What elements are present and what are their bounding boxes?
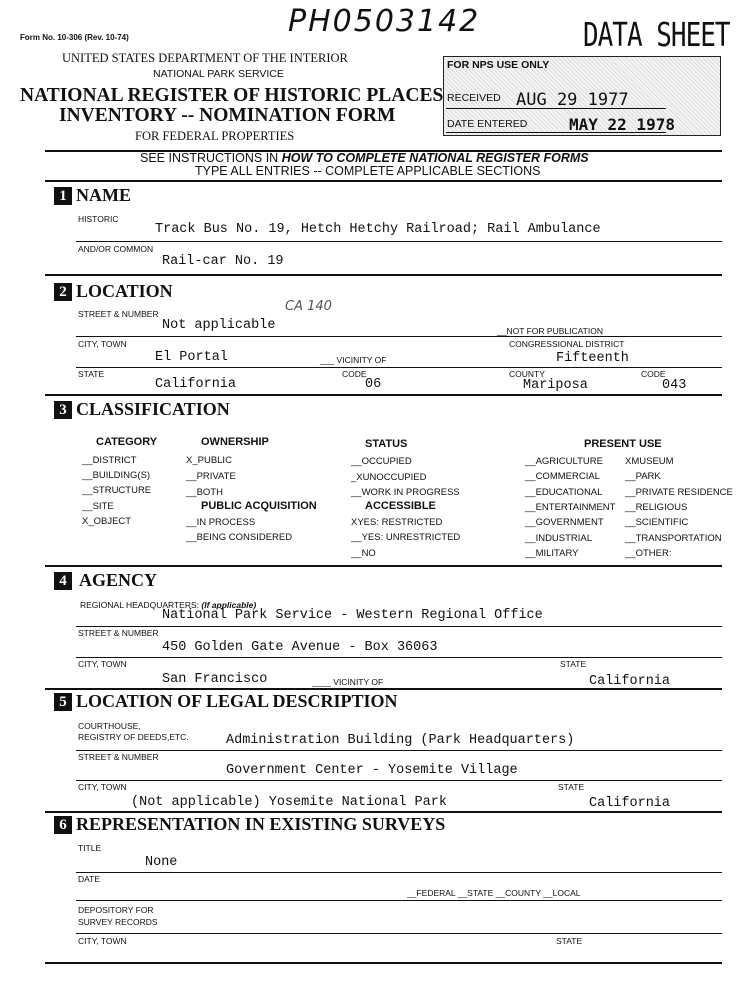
status-header: STATUS xyxy=(365,438,408,450)
street-value[interactable]: Not applicable xyxy=(162,318,276,333)
section2-rule xyxy=(45,394,722,396)
section3-title: CLASSIFICATION xyxy=(76,399,230,419)
section1-title: NAME xyxy=(76,185,131,205)
survey-date-label: DATE xyxy=(78,874,101,884)
county-value[interactable]: Mariposa xyxy=(523,378,588,393)
data-sheet-stamp: DATA SHEET xyxy=(583,17,730,55)
agency-state-label: STATE xyxy=(560,659,587,669)
regional-line xyxy=(76,626,722,627)
received-line xyxy=(446,108,666,109)
use-military[interactable]: __MILITARY xyxy=(525,548,579,559)
historic-line xyxy=(76,241,722,242)
code-label: CODE xyxy=(342,369,367,379)
category-structure[interactable]: __STRUCTURE xyxy=(82,485,152,496)
use-religious[interactable]: __RELIGIOUS xyxy=(625,502,688,513)
agency-city-value[interactable]: San Francisco xyxy=(162,672,268,687)
district-value[interactable]: Fifteenth xyxy=(556,351,629,366)
use-private-residence[interactable]: __PRIVATE RESIDENCE xyxy=(625,487,733,498)
ownership-header: OWNERSHIP xyxy=(201,436,269,448)
state-value[interactable]: California xyxy=(155,377,237,392)
acquisition-header: PUBLIC ACQUISITION xyxy=(201,500,317,512)
accessible-unrestricted[interactable]: __YES: UNRESTRICTED xyxy=(351,532,461,543)
state-code-value[interactable]: 06 xyxy=(365,377,382,392)
service-name: NATIONAL PARK SERVICE xyxy=(153,68,284,80)
county-code-label: CODE xyxy=(641,369,666,379)
acquisition-being-considered[interactable]: __BEING CONSIDERED xyxy=(186,532,293,543)
acquisition-in-process[interactable]: __IN PROCESS xyxy=(186,517,256,528)
use-agriculture[interactable]: __AGRICULTURE xyxy=(525,456,603,467)
vicinity-of[interactable]: ___ VICINITY OF xyxy=(320,355,387,365)
survey-levels[interactable]: __FEDERAL __STATE __COUNTY __LOCAL xyxy=(407,888,581,898)
instructions-line1 xyxy=(140,151,589,165)
nps-use-box xyxy=(443,56,721,136)
regional-label-text: REGIONAL HEADQUARTERS: xyxy=(80,600,200,610)
use-commercial[interactable]: __COMMERCIAL xyxy=(525,471,600,482)
ownership-public[interactable]: X_PUBLIC xyxy=(186,455,232,466)
accessible-restricted[interactable]: XYES: RESTRICTED xyxy=(351,517,443,528)
section6-number: 6 xyxy=(54,816,72,834)
date-entered-value: MAY 22 1978 xyxy=(569,115,675,134)
form-title-line2: INVENTORY -- NOMINATION FORM xyxy=(59,105,396,126)
form-title-line1: NATIONAL REGISTER OF HISTORIC PLACES xyxy=(20,85,444,106)
section6-title: REPRESENTATION IN EXISTING SURVEYS xyxy=(76,814,446,834)
use-industrial[interactable]: __INDUSTRIAL xyxy=(525,533,593,544)
category-district[interactable]: __DISTRICT xyxy=(82,455,137,466)
status-occupied[interactable]: __OCCUPIED xyxy=(351,456,412,467)
section1-rule xyxy=(45,274,722,276)
legal-street-value[interactable]: Government Center - Yosemite Village xyxy=(226,763,518,778)
regional-hq-value[interactable]: National Park Service - Western Regional Office xyxy=(162,608,543,623)
status-unoccupied[interactable]: _XUNOCCUPIED xyxy=(351,472,427,483)
use-transportation[interactable]: __TRANSPORTATION xyxy=(625,533,722,544)
handwritten-id: PH0503142 xyxy=(288,4,481,39)
historic-value[interactable]: Track Bus No. 19, Hetch Hetchy Railroad; Rail Ambulance xyxy=(155,222,601,237)
section5-rule xyxy=(45,811,722,813)
agency-street-line xyxy=(76,657,722,658)
department-name: UNITED STATES DEPARTMENT OF THE INTERIOR xyxy=(62,51,348,65)
section4-title: AGENCY xyxy=(79,570,158,590)
category-header: CATEGORY xyxy=(96,436,158,448)
legal-street-line xyxy=(76,780,722,781)
section2-number: 2 xyxy=(54,283,72,301)
accessible-header: ACCESSIBLE xyxy=(365,500,436,512)
section5-number: 5 xyxy=(54,693,72,711)
form-number: Form No. 10-306 (Rev. 10-74) xyxy=(20,33,129,42)
survey-city-label: CITY, TOWN xyxy=(78,936,127,946)
instructions-rule xyxy=(45,180,722,182)
instructions-italic: HOW TO COMPLETE NATIONAL REGISTER FORMS xyxy=(281,151,589,165)
historic-label: HISTORIC xyxy=(78,214,119,224)
handwritten-note: CA 140 xyxy=(285,299,332,314)
date-entered-label: DATE ENTERED xyxy=(447,118,528,130)
use-educational[interactable]: __EDUCATIONAL xyxy=(525,487,603,498)
use-government[interactable]: __GOVERNMENT xyxy=(525,517,604,528)
instructions-prefix: SEE INSTRUCTIONS IN xyxy=(140,151,282,165)
regional-note: (If applicable) xyxy=(201,600,257,610)
section1-number: 1 xyxy=(54,187,72,205)
agency-street-value[interactable]: 450 Golden Gate Avenue - Box 36063 xyxy=(162,640,438,655)
use-entertainment[interactable]: __ENTERTAINMENT xyxy=(525,502,616,513)
section3-number: 3 xyxy=(54,401,72,419)
county-label: COUNTY xyxy=(509,369,545,379)
section2-title: LOCATION xyxy=(76,281,173,301)
common-label: AND/OR COMMON xyxy=(78,244,154,254)
status-work-in-progress[interactable]: __WORK IN PROGRESS xyxy=(351,487,460,498)
accessible-no[interactable]: __NO xyxy=(351,548,376,559)
section5-title: LOCATION OF LEGAL DESCRIPTION xyxy=(76,691,398,711)
common-value[interactable]: Rail-car No. 19 xyxy=(162,254,284,269)
ownership-private[interactable]: __PRIVATE xyxy=(186,471,236,482)
agency-city-label: CITY, TOWN xyxy=(78,659,127,669)
depository-line xyxy=(76,933,722,934)
survey-title-line xyxy=(76,872,722,873)
section6-rule xyxy=(45,962,722,964)
county-code-value[interactable]: 043 xyxy=(662,378,687,393)
survey-date-line xyxy=(76,900,722,901)
courthouse-label-2: REGISTRY OF DEEDS,ETC. xyxy=(78,732,189,742)
city-label: CITY, TOWN xyxy=(78,339,127,349)
received-label: RECEIVED xyxy=(447,92,501,104)
instructions-line2: TYPE ALL ENTRIES -- COMPLETE APPLICABLE SECTIONS xyxy=(195,164,541,178)
not-for-publication[interactable]: __NOT FOR PUBLICATION xyxy=(497,326,603,336)
section3-rule xyxy=(45,565,722,567)
category-object[interactable]: X_OBJECT xyxy=(82,516,132,527)
depository-label-1: DEPOSITORY FOR xyxy=(78,905,154,915)
category-buildings[interactable]: __BUILDING(S) xyxy=(82,470,151,481)
legal-street-label: STREET & NUMBER xyxy=(78,752,159,762)
legal-state-value[interactable]: California xyxy=(589,796,671,811)
use-park[interactable]: __PARK xyxy=(625,471,661,482)
agency-street-label: STREET & NUMBER xyxy=(78,628,159,638)
use-scientific[interactable]: __SCIENTIFIC xyxy=(625,517,689,528)
courthouse-line xyxy=(76,750,722,751)
received-date: AUG 29 1977 xyxy=(516,90,629,110)
section4-rule xyxy=(45,688,722,690)
street-label: STREET & NUMBER xyxy=(78,309,159,319)
depository-label-2: SURVEY RECORDS xyxy=(78,917,158,927)
legal-state-label: STATE xyxy=(558,782,585,792)
survey-title-value[interactable]: None xyxy=(145,855,178,870)
section4-number: 4 xyxy=(54,572,72,590)
nps-box-title: FOR NPS USE ONLY xyxy=(447,59,550,71)
use-museum[interactable]: XMUSEUM xyxy=(625,456,674,467)
city-line xyxy=(76,367,722,368)
state-label: STATE xyxy=(78,369,105,379)
present-use-header: PRESENT USE xyxy=(584,438,662,450)
city-value[interactable]: El Portal xyxy=(155,350,228,365)
legal-city-value[interactable]: (Not applicable) Yosemite National Park xyxy=(131,795,447,810)
courthouse-value[interactable]: Administration Building (Park Headquarters) xyxy=(226,733,575,748)
use-other[interactable]: __OTHER: xyxy=(625,548,672,559)
courthouse-label-1: COURTHOUSE, xyxy=(78,721,141,731)
category-site[interactable]: __SITE xyxy=(82,501,114,512)
street-line xyxy=(76,336,722,337)
survey-state-label: STATE xyxy=(556,936,583,946)
agency-state-value[interactable]: California xyxy=(589,674,671,689)
legal-city-label: CITY, TOWN xyxy=(78,782,127,792)
survey-title-label: TITLE xyxy=(78,843,102,853)
ownership-both[interactable]: __BOTH xyxy=(186,487,223,498)
district-label: CONGRESSIONAL DISTRICT xyxy=(509,339,625,349)
agency-vicinity-of[interactable]: ____ VICINITY OF xyxy=(312,677,384,687)
form-subtitle: FOR FEDERAL PROPERTIES xyxy=(135,129,295,143)
date-entered-line xyxy=(446,132,666,133)
